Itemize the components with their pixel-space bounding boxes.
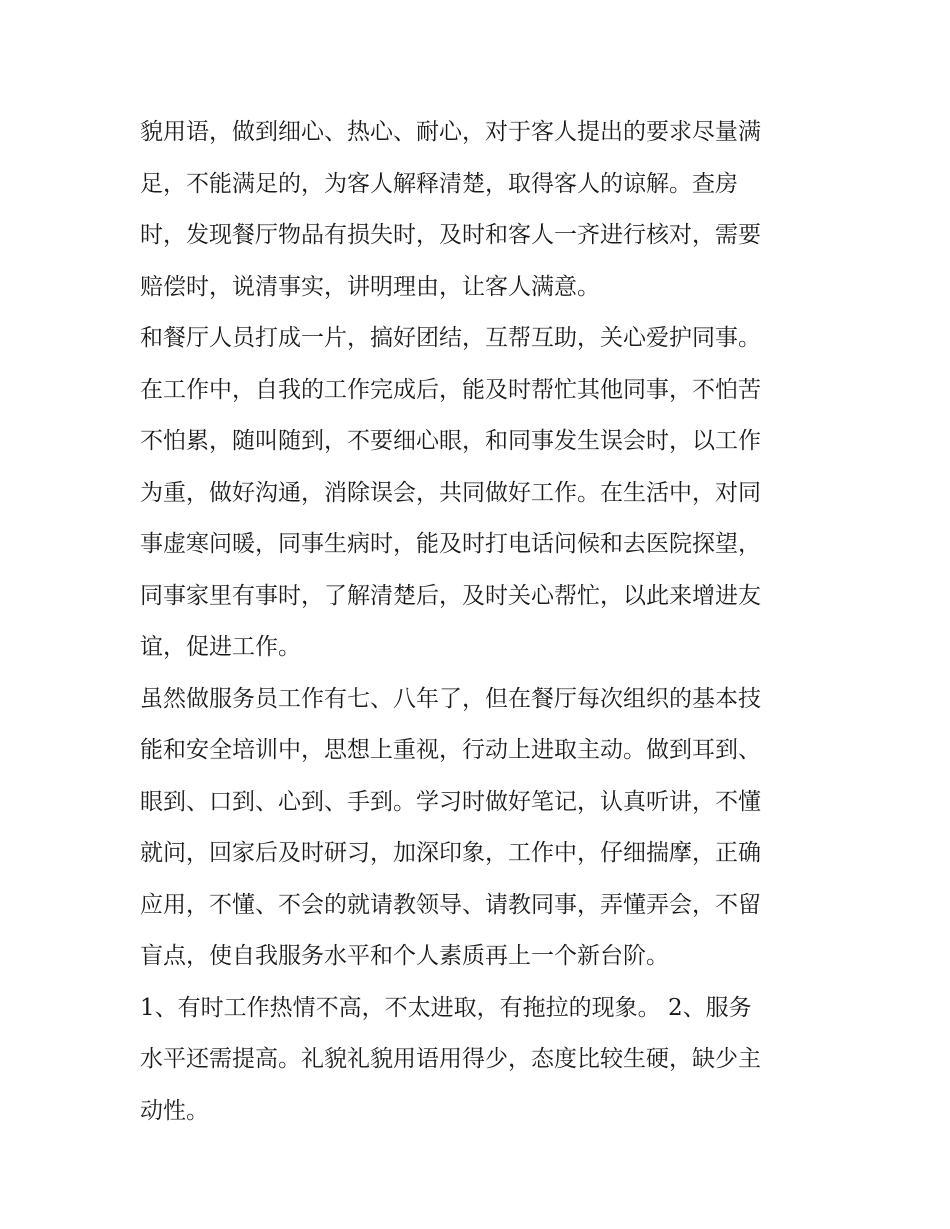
text-line: 貌用语，做到细心、热心、耐心，对于客人提出的要求尽量满 [140,119,761,145]
text-line: 水平还需提高。礼貌礼貌用语用得少，态度比较生硬，缺少主 [140,1046,761,1072]
text-line: 就问，回家后及时研习，加深印象，工作中，仔细揣摩，正确 [140,840,761,866]
text-line: 虽然做服务员工作有七、八年了，但在餐厅每次组织的基本技 [140,685,761,712]
text-line: 时，发现餐厅物品有损失时，及时和客人一齐进行核对，需要 [140,222,761,248]
text-line: 能和安全培训中，思想上重视，行动上进取主动。做到耳到、 [140,737,761,763]
text-line: 眼到、口到、心到、手到。学习时做好笔记，认真听讲，不懂 [140,788,761,815]
text-line: 动性。 [140,1097,209,1124]
text-line: 不怕累，随叫随到，不要细心眼，和同事发生误会时，以工作 [140,428,761,454]
text-line: 在工作中，自我的工作完成后，能及时帮忙其他同事，不怕苦 [140,376,761,403]
body-text [140,107,820,1137]
text-line: 谊，促进工作。 [140,634,301,660]
text-line: 1、有时工作热情不高，不太进取，有拖拉的现象。 2、服务 [140,994,752,1021]
text-line: 盲点，使自我服务水平和个人素质再上一个新台阶。 [140,943,669,969]
text-line: 同事家里有事时，了解清楚后，及时关心帮忙，以此来增进友 [140,582,761,609]
text-line: 和餐厅人员打成一片，搞好团结，互帮互助，关心爱护同事。 [140,325,761,351]
text-line: 足，不能满足的，为客人解释清楚，取得客人的谅解。查房 [140,170,738,197]
text-line: 为重，做好沟通，消除误会，共同做好工作。在生活中，对同 [140,479,761,506]
text-line: 赔偿时，说清事实，讲明理由，让客人满意。 [140,273,600,300]
text-line: 应用，不懂、不会的就请教领导、请教同事，弄懂弄会，不留 [140,891,761,918]
text-line: 事虚寒问暖，同事生病时，能及时打电话问候和去医院探望， [140,531,761,557]
